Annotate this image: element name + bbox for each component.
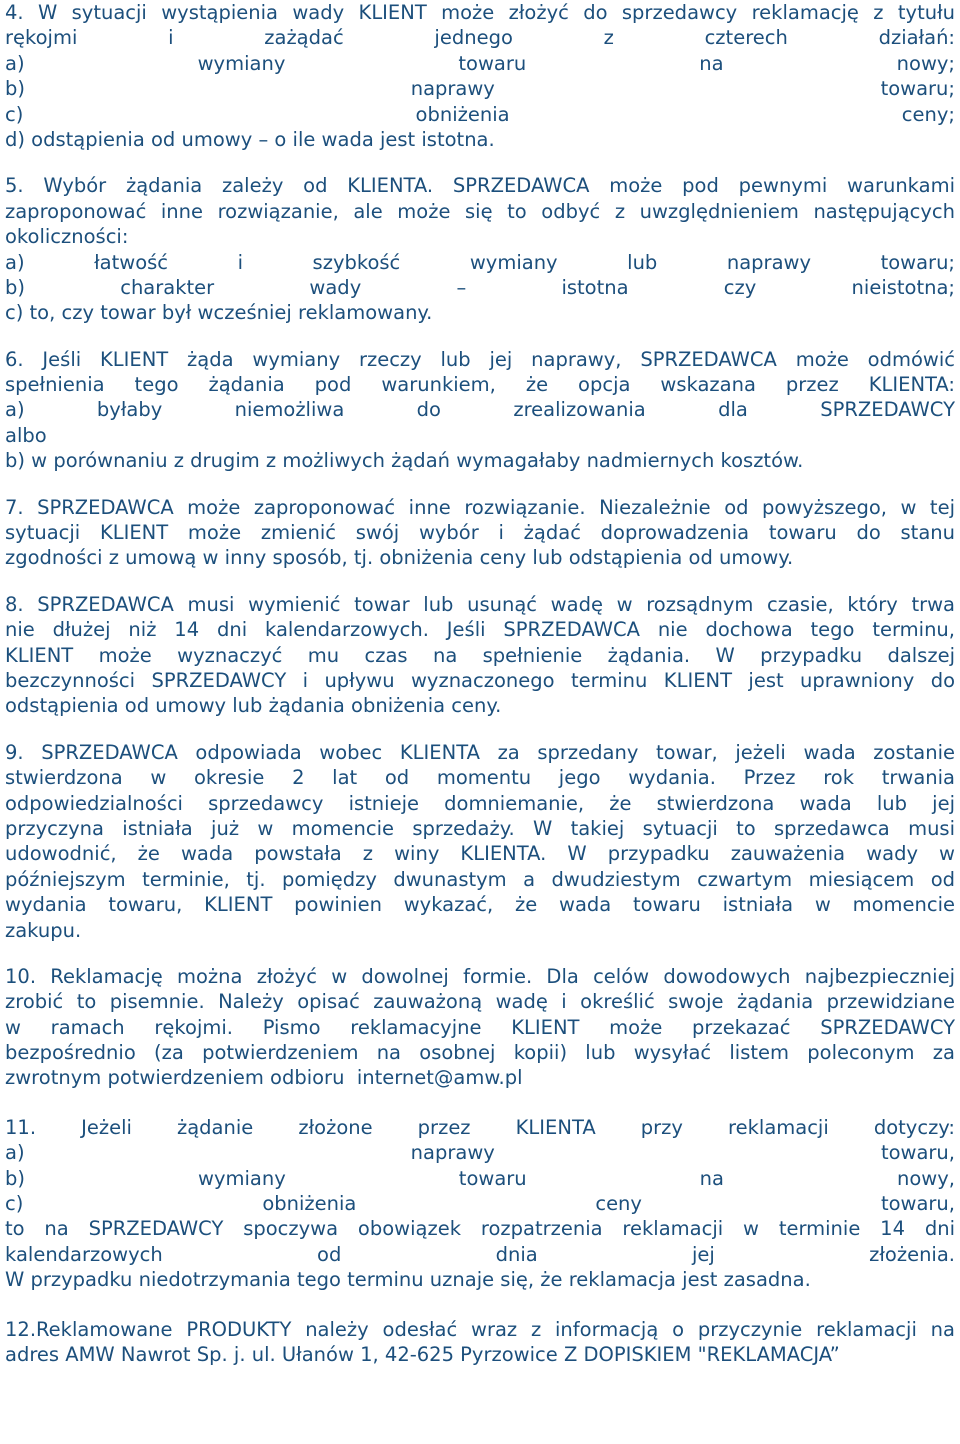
text-line: stwierdzona w okresie 2 lat od momentu jego wydania. Przez rok trwania <box>5 766 955 790</box>
text-line: 6. Jeśli KLIENT żąda wymiany rzeczy lub jej naprawy, SPRZEDAWCA może odmówić <box>5 347 955 371</box>
text-line: a) wymiany towaru na nowy; <box>5 51 955 75</box>
section-7 <box>5 495 955 571</box>
section-9 <box>5 740 955 943</box>
text-line: b) w porównaniu z drugim z możliwych żądań wymagałaby nadmiernych kosztów. <box>5 449 804 473</box>
text-line: W przypadku niedotrzymania tego terminu uznaje się, że reklamacja jest zasadna. <box>5 1268 811 1292</box>
text-line: albo <box>5 423 47 447</box>
text-line: a) łatwość i szybkość wymiany lub naprawy towaru; <box>5 250 955 274</box>
text-line: c) obniżenia ceny towaru, <box>5 1192 955 1216</box>
text-line: 8. SPRZEDAWCA musi wymienić towar lub usunąć wadę w rozsądnym czasie, który trwa <box>5 592 955 616</box>
text-line: c) to, czy towar był wcześniej reklamowany. <box>5 301 433 325</box>
text-line: adres AMW Nawrot Sp. j. ul. Ułanów 1, 42-625 Pyrzowice Z DOPISKIEM "REKLAMACJA” <box>5 1342 840 1366</box>
text-line: zakupu. <box>5 918 82 942</box>
section-5 <box>5 173 955 325</box>
text-line: a) naprawy towaru, <box>5 1141 955 1165</box>
text-line: okoliczności: <box>5 225 129 249</box>
text-line: rękojmi i zażądać jednego z czterech działań: <box>5 26 955 50</box>
text-line: kalendarzowych od dnia jej złożenia. <box>5 1242 955 1266</box>
section-12 <box>5 1317 955 1368</box>
text-line: d) odstąpienia od umowy – o ile wada jest istotna. <box>5 127 495 151</box>
section-4 <box>5 0 955 152</box>
text-line: c) obniżenia ceny; <box>5 102 955 126</box>
text-line: 5. Wybór żądania zależy od KLIENTA. SPRZEDAWCA może pod pewnymi warunkami <box>5 174 955 198</box>
text-line: udowodnić, że wada powstała z winy KLIENTA. W przypadku zauważenia wady w <box>5 842 955 866</box>
text-line: b) charakter wady – istotna czy nieistotna; <box>5 275 955 299</box>
text-line: zrobić to pisemnie. Należy opisać zauważoną wadę i określić swoje żądania przewidziane <box>5 990 955 1014</box>
text-line: 11. Jeżeli żądanie złożone przez KLIENTA przy reklamacji dotyczy: <box>5 1115 955 1139</box>
text-line: zaproponować inne rozwiązanie, ale może się to odbyć z uwzględnieniem następujących <box>5 199 955 223</box>
text-line: sytuacji KLIENT może zmienić swój wybór i żądać doprowadzenia towaru do stanu <box>5 521 955 545</box>
text-line: przyczyna istniała już w momencie sprzedaży. W takiej sytuacji to sprzedawca musi <box>5 816 955 840</box>
text-line: zgodności z umową w inny sposób, tj. obniżenia ceny lub odstąpienia od umowy. <box>5 546 794 570</box>
text-line: w ramach rękojmi. Pismo reklamacyjne KLIENT może przekazać SPRZEDAWCY <box>5 1015 955 1039</box>
text-line: 4. W sytuacji wystąpienia wady KLIENT może złożyć do sprzedawcy reklamację z tytułu <box>5 1 955 24</box>
text-line: KLIENT może wyznaczyć mu czas na spełnienie żądania. W przypadku dalszej <box>5 643 955 667</box>
text-line: wydania towaru, KLIENT powinien wykazać, że wada towaru istniała w momencie <box>5 893 955 917</box>
text-line: 7. SPRZEDAWCA może zaproponować inne rozwiązanie. Niezależnie od powyższego, w tej <box>5 495 955 519</box>
text-line: 9. SPRZEDAWCA odpowiada wobec KLIENTA za sprzedany towar, jeżeli wada zostanie <box>5 740 955 764</box>
section-10 <box>5 964 955 1091</box>
text-line: to na SPRZEDAWCY spoczywa obowiązek rozpatrzenia reklamacji w terminie 14 dni <box>5 1217 955 1241</box>
text-line: zwrotnym potwierdzeniem odbioru internet@amw.pl <box>5 1066 523 1090</box>
text-line: spełnienia tego żądania pod warunkiem, że opcja wskazana przez KLIENTA: <box>5 373 955 397</box>
text-line: nie dłużej niż 14 dni kalendarzowych. Jeśli SPRZEDAWCA nie dochowa tego terminu, <box>5 618 955 642</box>
text-line: 10. Reklamację można złożyć w dowolnej formie. Dla celów dowodowych najbezpieczniej <box>5 964 955 988</box>
text-line: bezpośrednio (za potwierdzeniem na osobnej kopii) lub wysyłać listem poleconym za <box>5 1041 955 1065</box>
text-line: późniejszym terminie, tj. pomiędzy dwunastym a dwudziestym czwartym miesiącem od <box>5 867 955 891</box>
section-8 <box>5 592 955 719</box>
text-line: 12.Reklamowane PRODUKTY należy odesłać wraz z informacją o przyczynie reklamacji na <box>5 1317 955 1341</box>
text-line: odpowiedzialności sprzedawcy istnieje domniemanie, że stwierdzona wada lub jej <box>5 791 955 815</box>
text-line: a) byłaby niemożliwa do zrealizowania dla SPRZEDAWCY <box>5 398 955 422</box>
section-11 <box>5 1115 955 1293</box>
text-line: b) wymiany towaru na nowy, <box>5 1166 955 1190</box>
text-line: b) naprawy towaru; <box>5 77 955 101</box>
document-page <box>5 0 955 1367</box>
text-line: bezczynności SPRZEDAWCY i upływu wyznaczonego terminu KLIENT jest uprawniony do <box>5 668 955 692</box>
section-6 <box>5 347 955 474</box>
text-line: odstąpienia od umowy lub żądania obniżenia ceny. <box>5 694 502 718</box>
